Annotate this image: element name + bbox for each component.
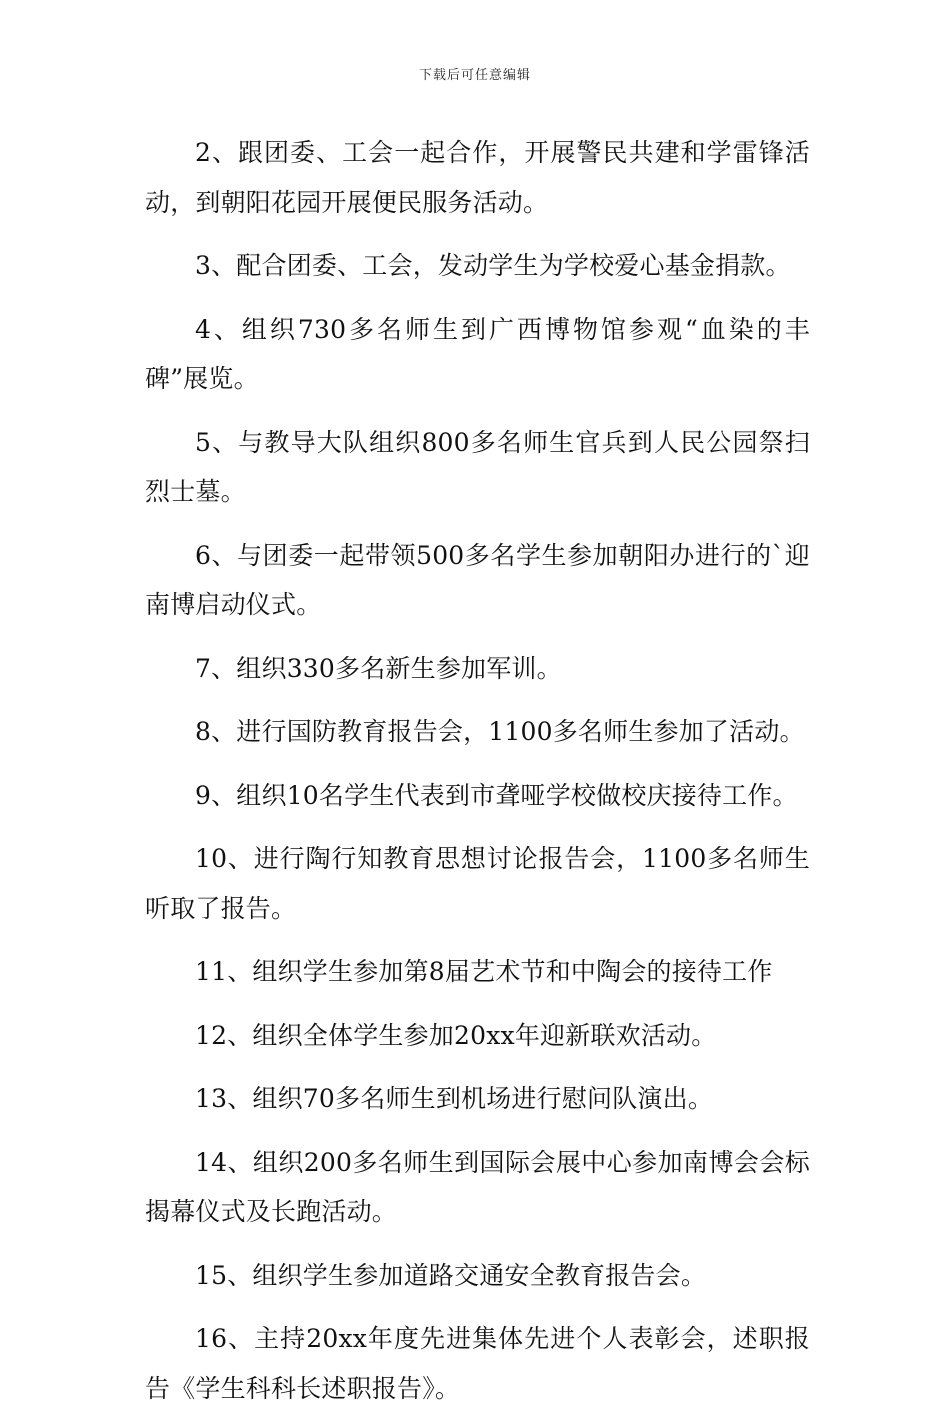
paragraph-item-4: 4、组织730多名师生到广西博物馆参观“血染的丰碑”展览。 [145, 314, 810, 393]
paragraph-item-5: 5、与教导大队组织800多名师生官兵到人民公园祭扫烈士墓。 [145, 427, 810, 506]
paragraph-item-6: 6、与团委一起带领500多名学生参加朝阳办进行的`迎南博启动仪式。 [145, 540, 810, 619]
paragraph-item-10: 10、进行陶行知教育思想讨论报告会，1100多名师生听取了报告。 [145, 844, 810, 923]
paragraph-item-11: 11、组织学生参加第8届艺术节和中陶会的接待工作 [195, 957, 773, 986]
paragraph-item-7: 7、组织330多名新生参加军训。 [195, 653, 562, 683]
paragraph-item-12: 12、组织全体学生参加20xx年迎新联欢活动。 [195, 1020, 717, 1050]
paragraph-item-13: 13、组织70多名师生到机场进行慰问队演出。 [195, 1084, 714, 1113]
document-body [145, 128, 810, 1427]
paragraph-item-8: 8、进行国防教育报告会，1100多名师生参加了活动。 [195, 717, 805, 746]
paragraph-item-9: 9、组织10名学生代表到市聋哑学校做校庆接待工作。 [195, 780, 798, 810]
paragraph-item-2: 2、跟团委、工会一起合作，开展警民共建和学雷锋活动，到朝阳花园开展便民服务活动。 [145, 138, 810, 217]
paragraph-item-3: 3、配合团委、工会，发动学生为学校爱心基金捐款。 [195, 251, 791, 280]
paragraph-item-14: 14、组织200多名师生到国际会展中心参加南博会会标揭幕仪式及长跑活动。 [145, 1147, 810, 1226]
paragraph-item-15: 15、组织学生参加道路交通安全教育报告会。 [195, 1260, 707, 1290]
page-header: 下载后可任意编辑 [418, 68, 531, 83]
paragraph-item-16: 16、主持20xx年度先进集体先进个人表彰会，述职报告《学生科科长述职报告》。 [145, 1324, 810, 1403]
